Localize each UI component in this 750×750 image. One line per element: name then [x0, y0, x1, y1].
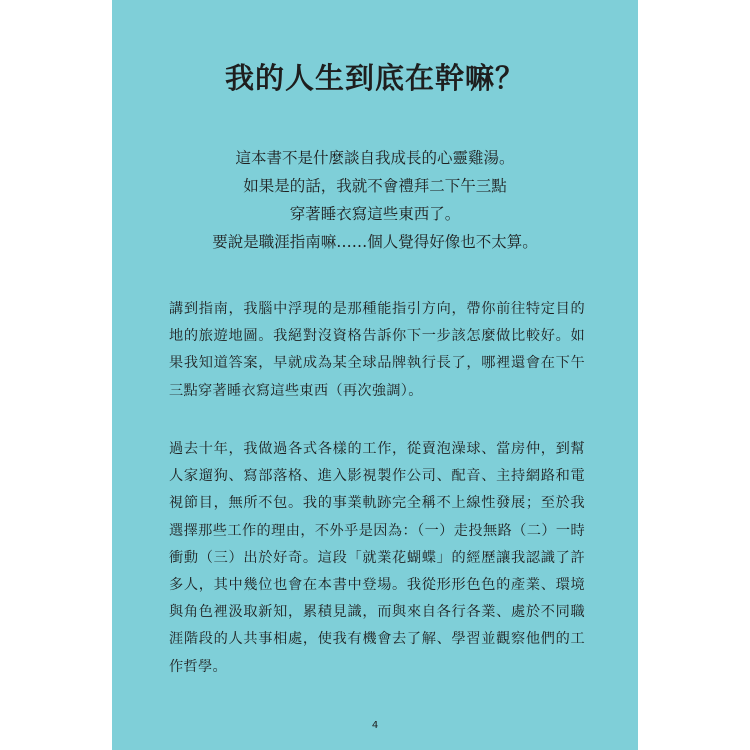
intro-line: 這本書不是什麼談自我成長的心靈雞湯。 — [235, 149, 515, 167]
page-number: 4 — [371, 720, 379, 731]
book-page — [112, 0, 638, 750]
intro-line: 如果是的話，我就不會禮拜二下午三點 — [243, 177, 507, 195]
intro-verse — [112, 144, 638, 256]
intro-line: 要說是職涯指南嘛……個人覺得好像也不太算。 — [212, 233, 538, 251]
body-paragraph: 講到指南，我腦中浮現的是那種能指引方向，帶你前往特定目的地的旅遊地圖。我絕對沒資格告訴你下一步該怎麼做比較好。如果我知道答案，早就成為某全球品牌執行長了，哪裡還會在下午三點穿著睡衣寫這些東西（再次強調）。 — [169, 301, 585, 399]
body-paragraph: 過去十年，我做過各式各樣的工作，從賣泡澡球、當房仲，到幫人家遛狗、寫部落格、進入影視製作公司、配音、主持網路和電視節目，無所不包。我的事業軌跡完全稱不上線性發展；至於我選擇那些工作的理由，不外乎是因為：（一）走投無路（二）一時衝動（三）出於好奇。這段「就業花蝴蝶」的經歷讓我認識了許多人，其中幾位也會在本書中登場。我從形形色色的產業、環境與角色裡汲取新知，累積見識，而與來自各行各業、處於不同職涯階段的人共事相處，使我有機會去了解、學習並觀察他們的工作哲學。 — [169, 441, 585, 675]
page-title: 我的人生到底在幹嘛？ — [224, 61, 525, 95]
intro-line: 穿著睡衣寫這些東西了。 — [289, 205, 461, 223]
